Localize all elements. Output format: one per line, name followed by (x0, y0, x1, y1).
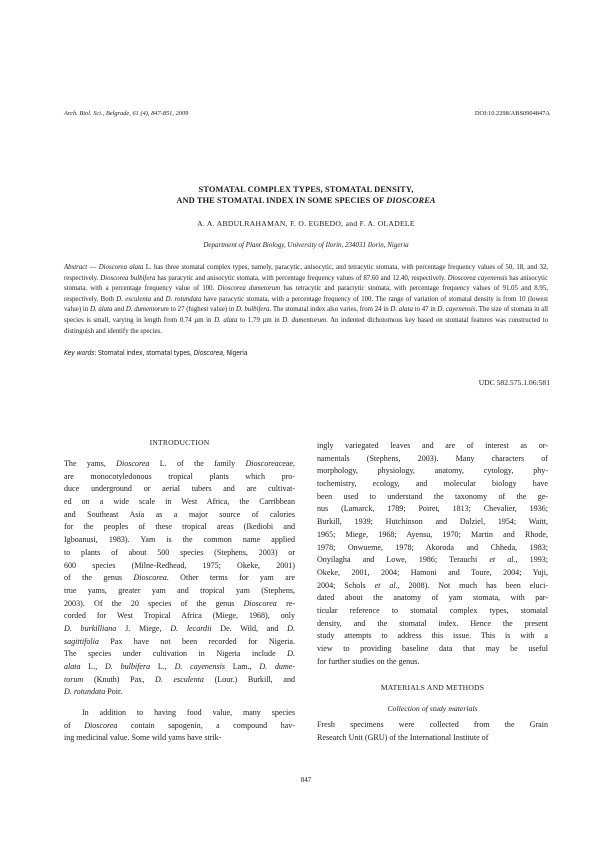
intro-paragraph-1 (64, 458, 295, 699)
text-line: ed on a wide scale in West Africa, the Carribbean (64, 497, 295, 507)
text-line: Fresh specimens were collected from the Grain (317, 720, 548, 730)
keywords (64, 349, 548, 357)
text-line: corded for West Tropical Africa (Miege, 1968), only (64, 611, 295, 621)
text-line: Okeke, 2001, 2004; Hamoni and Toure, 2004; Yuji, (317, 567, 548, 577)
text-line: are monocotyledonous tropical plants which pro- (64, 471, 295, 481)
affiliation: Department of Plant Biology, University of Ilorin, 234031 Ilorin, Nigeria (203, 241, 409, 249)
text-line: ing medicinal value. Some wild yams have strik- (64, 733, 222, 743)
text-line: and Southeast Asia as a major source of calories (64, 509, 295, 519)
title-line-1: STOMATAL COMPLEX TYPES, STOMATAL DENSITY, (198, 185, 414, 194)
text-line: of Dioscorea contain sapogenin, a compound hav- (64, 720, 295, 730)
text-line: ingly variegated leaves and are of interest as or- (317, 441, 548, 450)
text-line: Onyilagha and Lowe, 1986; Terauchi et al., 1993; (317, 555, 548, 565)
text-line: morphology, physiology, anatomy, cytology, phy- (317, 466, 548, 476)
text-line: The species under cultivation in Nigeria include D. (64, 649, 295, 659)
text-line: of the genus Dioscorea. Other terms for yam are (64, 573, 295, 583)
text-line: to plants of about 500 species (Stephens, 2003) or (64, 547, 295, 557)
text-line: Research Unit (GRU) of the International Institute of (317, 733, 489, 743)
text-line: namentals (Stephens, 2003). Many characters of (317, 453, 548, 463)
methods-subheading: Collection of study materials (387, 704, 478, 714)
abstract-text: — Dioscorea alata L. has three stomatal complex types, namely, paracytic, anisocytic, and tetracytic stomata, with percentage frequency values of 50, 18, and 32, respectively. Dioscorea bulbifera has paracytic and anisocytic stomata, with percentage frequency values of 87.60 and 12.40, respectively. Dioscorea cayenensis has anisocytic stomata, with a percentage frequency value of 100. Dioscorea dumetorum has tetracytic and paractytic stomata, with percentage frequency values of 91.05 and 8.95, respectively. Both D. esculenta and D. rotundata have paracytic stomata, with a percentage frequency of 100. The range of variation of stomatal density is from 10 (lowest value) in D. alata and D. dumentorum to 27 (highest value) in D. bulbifera. The stomatal index also varies, from 24 in D. alata to 47 in D. cayenensis. The size of stomata in all species is small, varying in length from 0.74 µm in D. alata to 1.79 µm in D. dumentorum. An indented dichotomous key based on stomatal features was constructed to distinguish and identify the species. (64, 264, 549, 335)
abstract (64, 263, 548, 337)
text-line: Burkill, 1939; Hutchinson and Dalziel, 1954; Waitt, (317, 517, 548, 527)
text-line: 1965; Miege, 1968; Ayensu, 1970; Martin and Rhode, (317, 529, 548, 539)
right-column (317, 440, 548, 745)
text-line: The yams, Dioscorea L. of the family Dioscoreaceae, (64, 459, 295, 468)
text-line: ticular reference to stomatal complex types, stomatal (317, 605, 548, 615)
intro-paragraph-3 (317, 440, 548, 668)
keywords-text: : Stomatal index, stomatal types, Dioscorea, Nigeria (94, 349, 248, 357)
text-line: tochemistry, ecology, and molecular biology have (317, 479, 548, 489)
text-line: sagittifolia Pax have not been recorded for Nigeria. (64, 636, 295, 646)
text-line: view to providing baseline data that may be useful (317, 644, 548, 653)
authors: A. A. ABDULRAHAMAN, F. O. EGBEDO, and F. A. OLADELE (197, 219, 415, 228)
text-line: for further studies on the genus. (317, 656, 420, 666)
text-line: density, and the stomatal index. Hence the present (317, 618, 548, 628)
keywords-label: Key words (64, 349, 95, 357)
text-line: D. burkilliana J. Miege, D. lecardii De. Wild, and D. (64, 623, 295, 633)
methods-paragraph-1 (317, 719, 548, 744)
methods-heading: MATERIALS AND METHODS (380, 683, 485, 693)
introduction-heading: INTRODUCTION (149, 438, 210, 447)
text-line: dated about the anatomy of yam stomata, with par- (317, 593, 548, 603)
text-line: 2003). Of the 20 species of the genus Dioscorea re- (64, 598, 295, 608)
text-line: for the peoples of these tropical areas (Ikediobi and (64, 522, 295, 532)
text-line: nus (Lamarck, 1789; Poiret, 1813; Chevalier, 1936; (317, 504, 548, 514)
left-column (64, 437, 295, 745)
text-line: 600 species (Milne-Redhead, 1975; Okeke, 2001) (64, 560, 295, 570)
text-line: alata L., D. bulbifera L., D. cayenensis Lam., D. dume- (64, 662, 295, 671)
doi: DOI:10.2298/ABS0904847A (474, 110, 550, 117)
udc-code: UDC 582.575.1.06:581 (478, 378, 550, 387)
text-line: duce underground or aerial tubers and are cultivat- (64, 484, 295, 494)
text-line: In addition to having food value, many species (82, 708, 295, 718)
text-line: 2004; Schols et al., 2008). Not much has been eluci- (317, 580, 548, 590)
text-line: study attempts to address this issue. This is with a (317, 631, 548, 641)
text-line: true yams, greater yam and tropical yam (Stephens, (64, 585, 295, 595)
text-line: been used to understand the taxonomy of the ge- (317, 491, 548, 501)
text-line: Igboanusi, 1983). Yam is the common name applied (64, 535, 295, 545)
text-line: 1978; Onwueme, 1978; Akoroda and Chheda, 1983; (317, 542, 548, 552)
intro-paragraph-2 (64, 707, 295, 745)
text-line: D. rotundata Poir. (64, 687, 123, 697)
page-number: 847 (300, 776, 312, 784)
abstract-label: Abstract (64, 264, 88, 271)
journal-citation: Arch. Biol. Sci., Belgrade, 61 (4), 847-851, 2009 (64, 110, 189, 117)
article-title (64, 184, 548, 206)
text-line: torum (Knuth) Pax, D. esculenta (Lour.) Burkill, and (64, 674, 295, 684)
title-line-2: AND THE STOMATAL INDEX IN SOME SPECIES OF DIOSCOREA (176, 196, 436, 205)
